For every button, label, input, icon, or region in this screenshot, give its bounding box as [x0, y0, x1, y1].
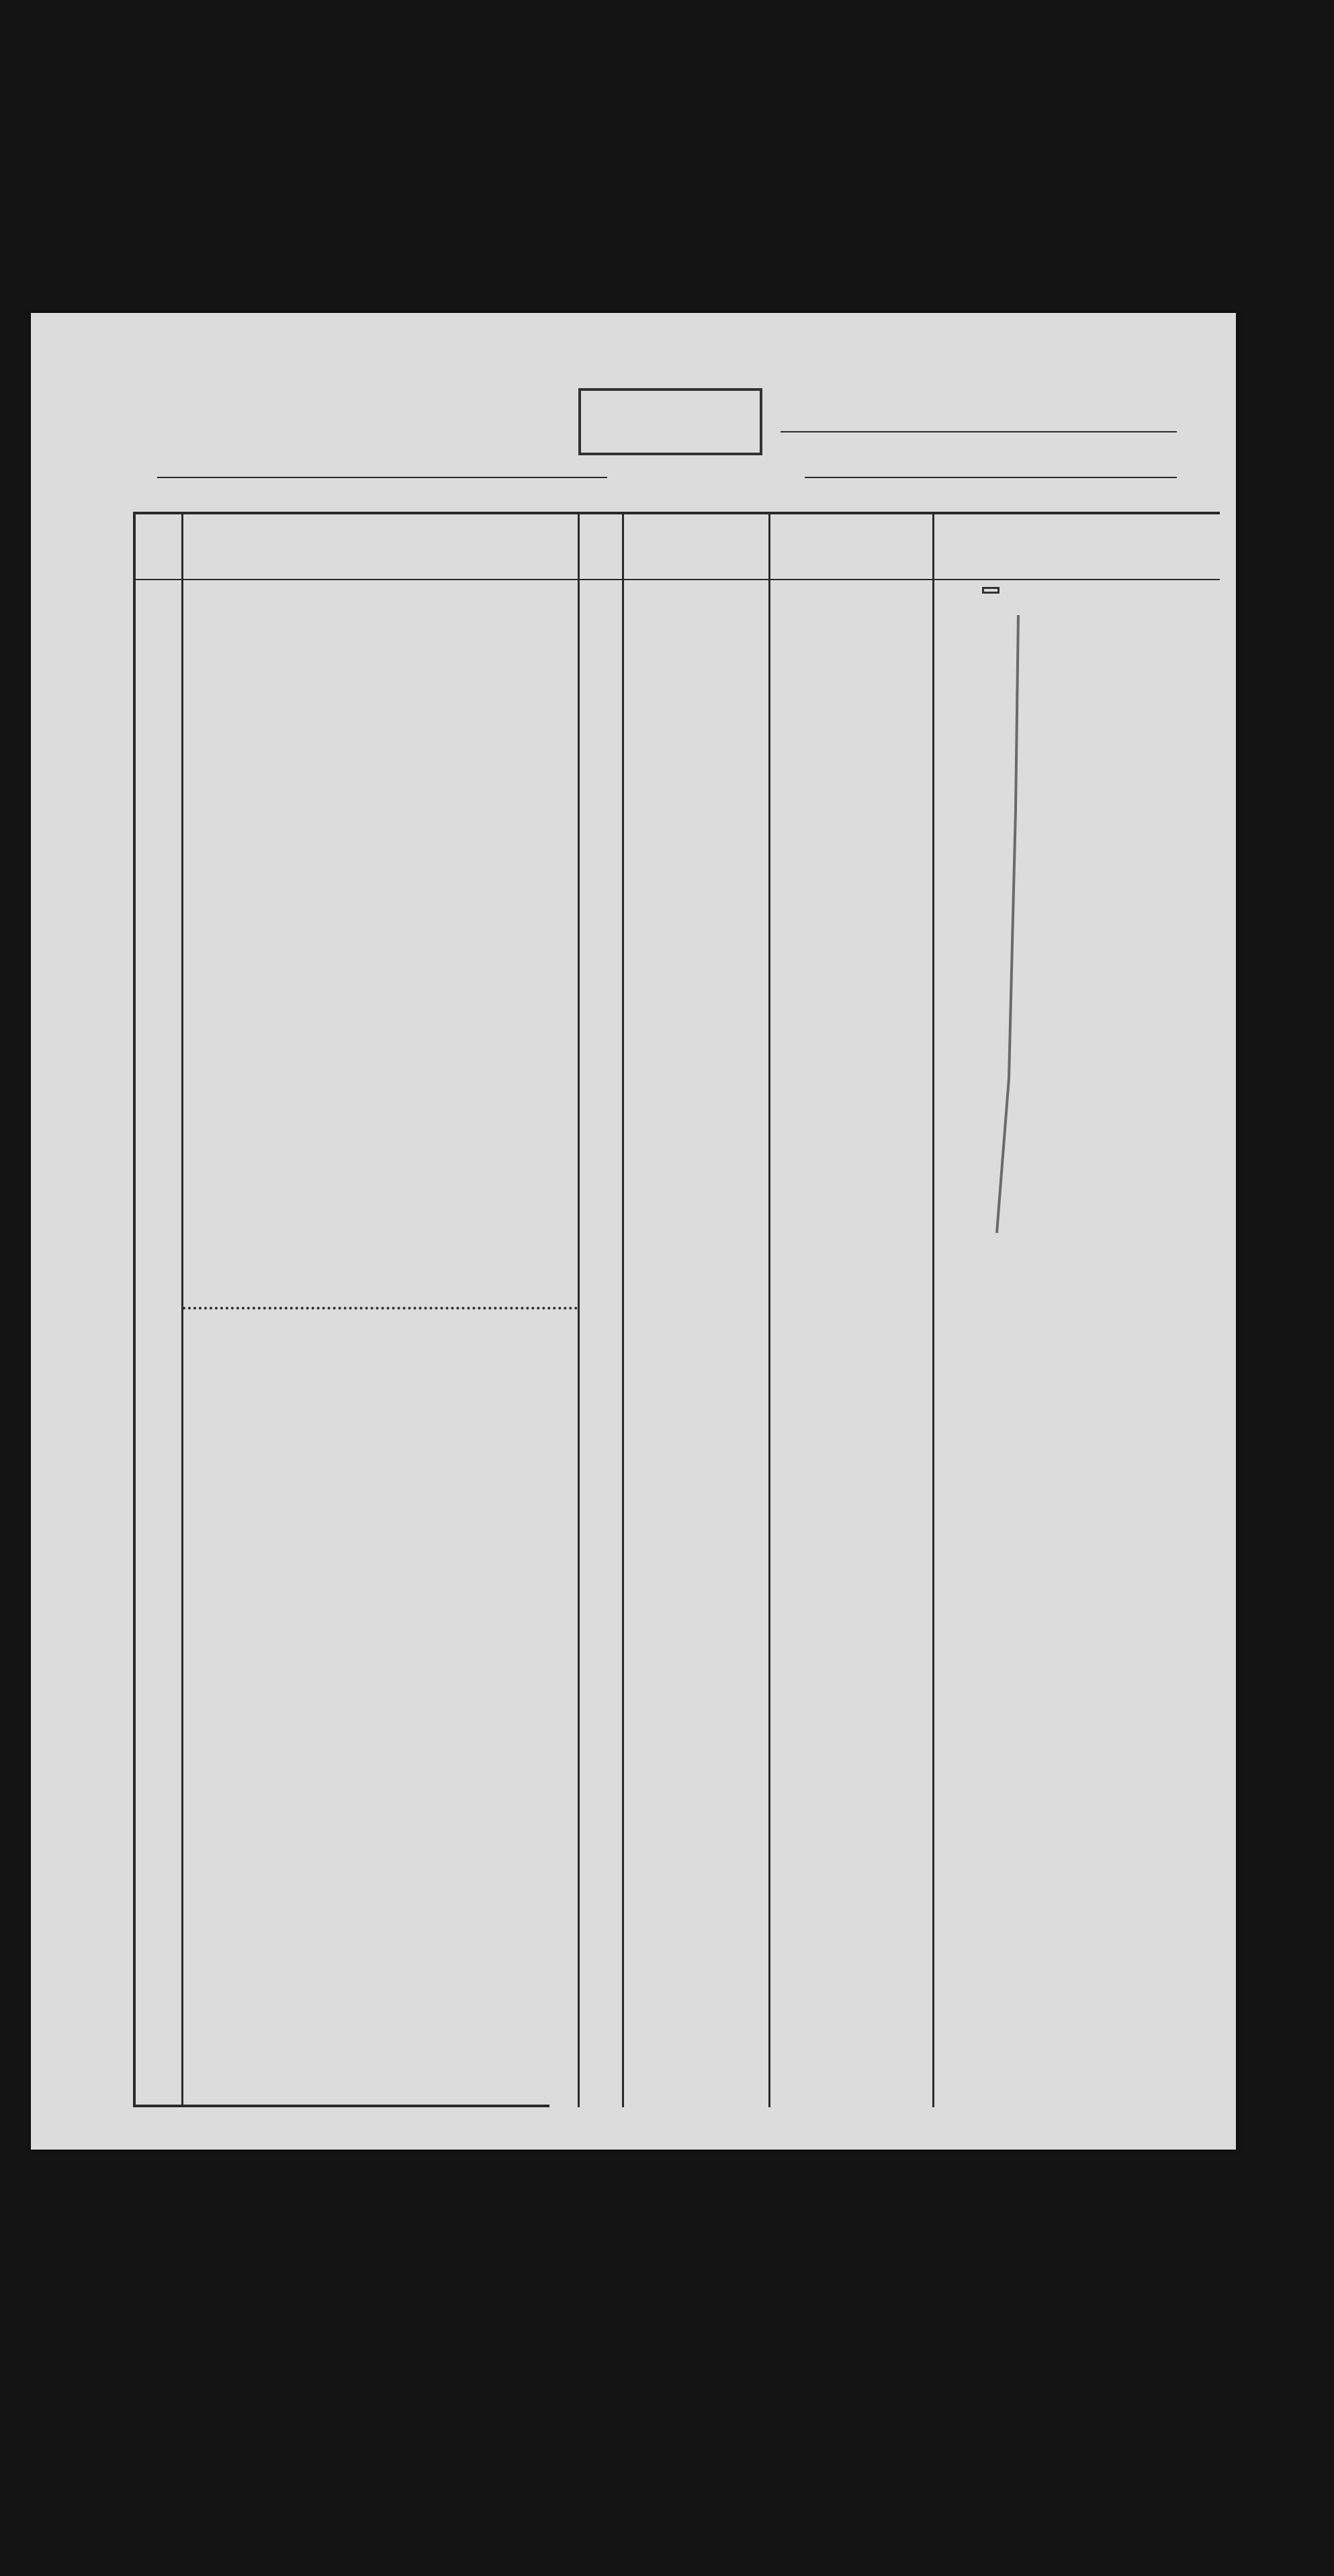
class-stamp: [578, 388, 762, 455]
pencil-line: [991, 608, 1032, 1240]
us-cit-stamp: [982, 587, 999, 594]
manifest-page: [31, 313, 1236, 2150]
